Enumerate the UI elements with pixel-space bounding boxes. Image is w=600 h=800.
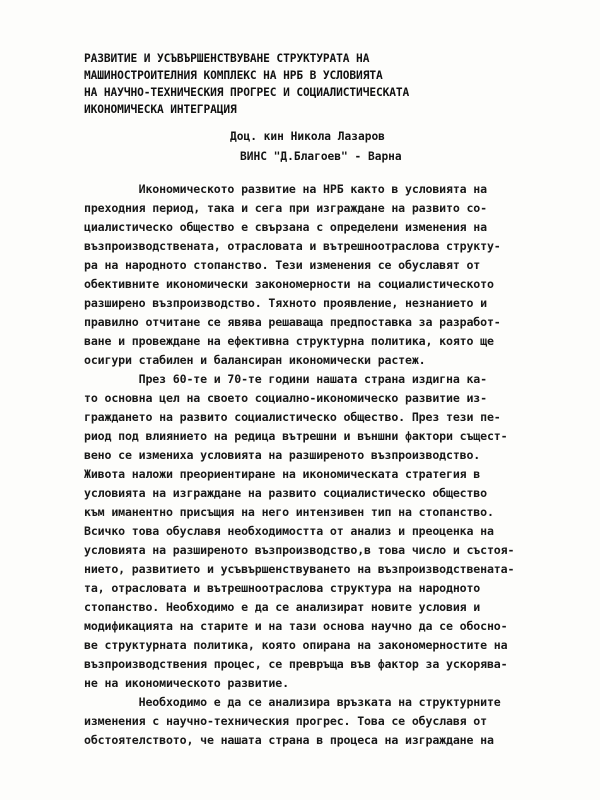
title-line: НА НАУЧНО-ТЕХНИЧЕСКИЯ ПРОГРЕС И СОЦИАЛИСТИЧЕСКАТА — [84, 86, 410, 99]
body-line: условията на разширеното възпроизводство,в това число и състоя- — [84, 543, 515, 557]
title-line: ИКОНОМИЧЕСКА ИНТЕГРАЦИЯ — [84, 103, 237, 116]
body-line: към иманентно присъщия на него интензивен тип на стопанство. — [84, 505, 494, 519]
body-line: граждането на развито социалистическо общество. През тези пе- — [84, 410, 501, 424]
body-line: Необходимо е да се анализира връзката на структурните — [84, 695, 501, 709]
body-line: то основна цел на своето социално-икономическо развитие из- — [84, 391, 487, 405]
body-line: циалистическо общество е свързана с определени изменения на — [84, 220, 487, 234]
body-line: Всичко това обуславя необходимостта от анализ и преоценка на — [84, 524, 494, 538]
body-line: риод под влиянието на редица вътрешни и външни фактори същест- — [84, 429, 508, 443]
document-title — [84, 50, 544, 118]
body-line: Живота наложи преориентиране на икономическата стратегия в — [84, 467, 481, 481]
author-block — [230, 127, 402, 167]
body-line: обстоятелството, че нашата страна в процеса на изграждане на — [84, 733, 494, 747]
body-line: модификацията на старите и на тази основа научно да се обосно- — [84, 619, 508, 633]
body-line: стопанство. Необходимо е да се анализират новите условия и — [84, 600, 481, 614]
title-line: РАЗВИТИЕ И УСЪВЪРШЕНСТВУВАНЕ СТРУКТУРАТА НА — [84, 52, 370, 65]
title-line: МАШИНОСТРОИТЕЛНИЯ КОМПЛЕКС НА НРБ В УСЛОВИЯТА — [84, 69, 383, 82]
body-line: вено се измениха условията на разширеното възпроизводство. — [84, 448, 481, 462]
body-line: възпроизводствения процес, се превръща във фактор за ускорява- — [84, 657, 508, 671]
body-line: Икономическото развитие на НРБ както в условията на — [84, 182, 487, 196]
body-line: разширено възпроизводство. Тяхното проявление, незнанието и — [84, 296, 487, 310]
body-line: та, отрасловата и вътрешноотраслова структура на народното — [84, 581, 481, 595]
author-name: Доц. кин Никола Лазаров — [230, 130, 385, 143]
body-line: нието, развитието и усъвършенствуването на възпроизводствената- — [84, 562, 515, 576]
body-line: ване и провеждане на ефективна структурна политика, която ще — [84, 334, 494, 348]
body-line: ве структурната политика, която опирана на закономерностите на — [84, 638, 508, 652]
body-line: През 60-те и 70-те години нашата страна издигна ка- — [84, 372, 487, 386]
body-line: ра на народното стопанство. Тези изменения се обуславят от — [84, 258, 481, 272]
body-line: обективните икономически закономерности на социалистическото — [84, 277, 494, 291]
body-line: възпроизводствената, отрасловата и вътрешноотраслова структу- — [84, 239, 501, 253]
body-line: правилно отчитане се явява решаваща предпоставка за разработ- — [84, 315, 501, 329]
body-line: осигури стабилен и балансиран икономически растеж. — [84, 353, 426, 367]
body-text — [84, 180, 554, 750]
body-line: преходния период, така и сега при изграждане на развито со- — [84, 201, 487, 215]
body-line: не на икономическото развитие. — [84, 676, 289, 690]
body-line: условията на изграждане на развито социалистическо общество — [84, 486, 487, 500]
body-line: изменения с научно-техническия прогрес. Това се обуславя от — [84, 714, 487, 728]
author-affiliation: ВИНС "Д.Благоев" - Варна — [240, 150, 402, 163]
